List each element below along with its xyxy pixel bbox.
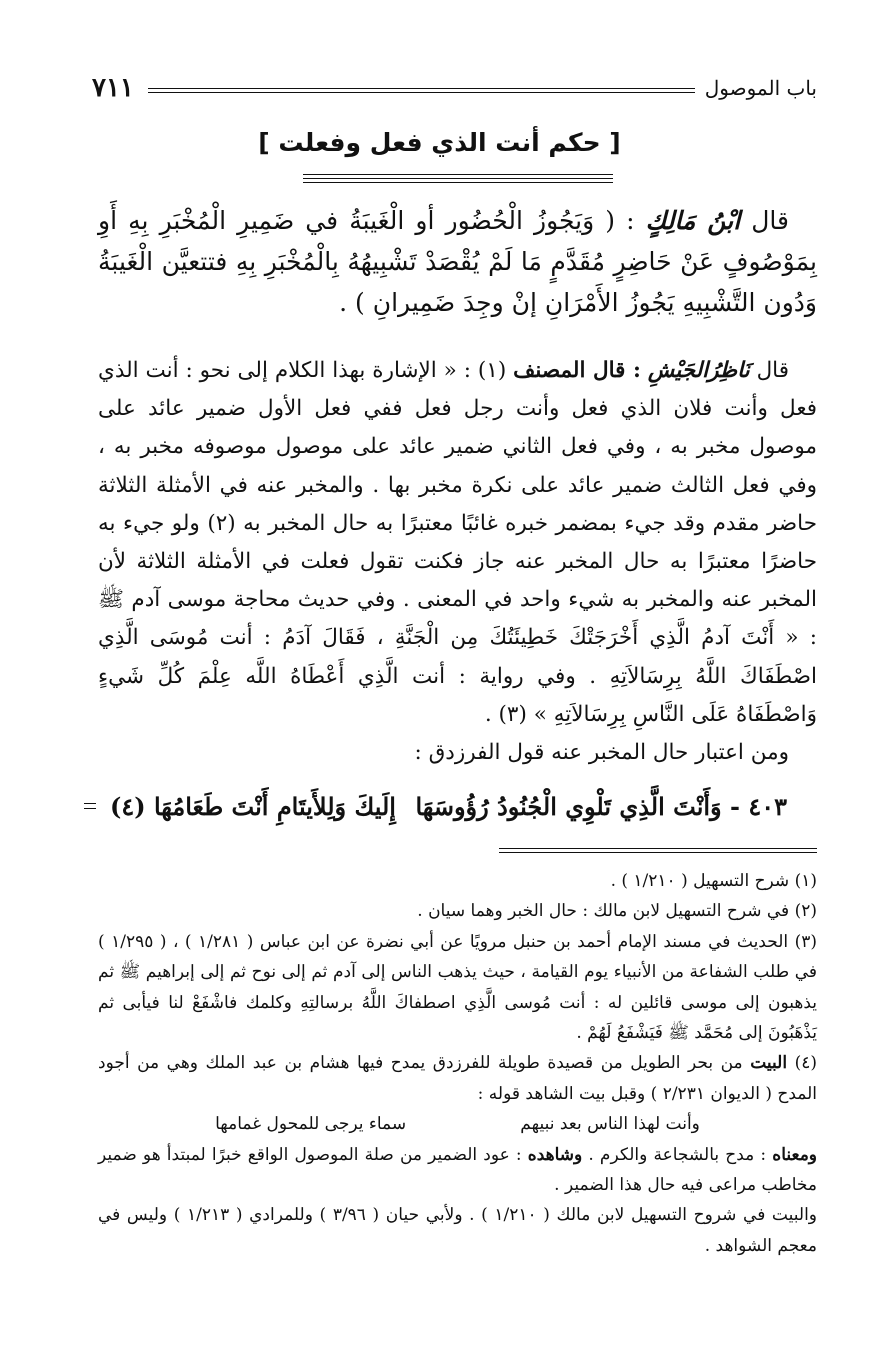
meaning-text: : مدح بالشجاعة والكرم . bbox=[588, 1144, 767, 1165]
verse-number: ٤٠٣ - bbox=[730, 791, 787, 821]
footnote-ref-3[interactable]: (٣) bbox=[498, 701, 527, 727]
sharh-text-cont: ولو جيء به حاضرًا معتبرًا به حال المخبر عنه جاز فكنت تقول فعلت في الأمثلة الثلاثة لأن المخبر عنه والمخبر به شيء واحد في المعنى . وفي حديث محاجة موسى آدم ﷺ : « أَنْتَ آدمُ الَّذِي أَخْرَجَتْكَ خَطِيئَتُكَ مِن الْجَنَّةِ ، فَقَالَ آدَمُ : أنت مُوسَى الَّذِي اصْطَفَاكَ اللَّهُ بِرِسَالاَتِهِ . وفي رواية : أنت الَّذِي أَعْطَاهُ اللَّه عِلْمَ كُلِّ شَيءٍ وَاصْطَفَاهُ عَلَى النَّاسِ بِرِسَالاَتِهِ » bbox=[98, 510, 817, 727]
page-number: ٧١١ bbox=[92, 73, 134, 103]
sharh-paragraph-2: ومن اعتبار حال المخبر عنه قول الفرزدق : bbox=[414, 740, 789, 766]
continuation-mark bbox=[84, 803, 96, 809]
footnote-ref-1[interactable]: (١) bbox=[477, 358, 507, 383]
footnote-4-text: من بحر الطويل من قصيدة طويلة للفرزدق يمدح فيها هشام بن عبد الملك وهي من أجود المدح ( الديوان ٢/٢٣١ ) وقبل بيت الشاهد قوله : bbox=[98, 1053, 817, 1104]
sharh-text: : « الإشارة بهذا الكلام إلى نحو : أنت الذي فعل وأنت فلان الذي فعل وأنت رجل فعل ففي فعل الأول ضمير عائد على موصول مخبر به ، وفي فعل الثاني ضمير عائد على موصول موصوفه مخبر به ، وفي فعل الثالث ضمير عائد على نكرة مخبر بها . والمخبر عنه في الأمثلة الثلاثة حاضر مقدم وقد جيء بمضمر خبره غائبًا معتبرًا به حال المخبر به bbox=[98, 358, 817, 536]
matn-author: ابْنُ مَالِكٍ bbox=[645, 206, 741, 235]
matn-speaker: قال bbox=[751, 206, 789, 235]
running-header bbox=[92, 70, 817, 106]
footnote-verse-a: وأنت لهذا الناس بعد نبيهم bbox=[520, 1114, 700, 1135]
footnote-2: (٢) في شرح التسهيل لابن مالك : حال الخبر وهما سيان . bbox=[417, 901, 817, 922]
sharh-paragraph bbox=[98, 352, 817, 734]
footnote-ref-2[interactable]: (٢) bbox=[207, 510, 236, 536]
footnote-verse-b: سماء يرجى للمحول غمامها bbox=[215, 1114, 407, 1135]
section-heading: [ حكم أنت الذي فعل وفعلت ] bbox=[258, 128, 621, 157]
matn-paragraph bbox=[98, 200, 817, 323]
footnotes bbox=[98, 866, 817, 1261]
sharh-speaker: قال bbox=[756, 358, 790, 383]
poetry-verse bbox=[110, 784, 787, 828]
section-heading-rules bbox=[303, 174, 613, 186]
matn-text: : ( وَيَجُوزُ الْحُضُور أو الْغَيبَةُ في ضَمِيرِ الْمُخْبَرِ بِهِ أَوِ بِمَوْصُوفٍ عَنْ حَاضِرٍ مُقَدَّمٍ مَا لَمْ يُقْصَدْ تَشْبِيهُهُ بِالْمُخْبَرِ بِهِ فتتعيَّن الْغَيبَةُ وَدُون التَّشْبِيهِ يَجُوزُ الأَمْرَانِ إنْ وجِدَ ضَمِيرانِ ) . bbox=[98, 206, 817, 317]
meaning-label: ومعناه bbox=[772, 1144, 818, 1165]
sharh-text-end: . bbox=[484, 701, 492, 727]
footnote-4-label: البيت bbox=[750, 1053, 788, 1074]
footnote-4 bbox=[98, 1048, 817, 1109]
footnote-rule bbox=[499, 848, 817, 856]
sharh-author: نَاظِرُالجَيْشِ bbox=[647, 358, 750, 383]
sharh-label: : قال المصنف bbox=[513, 358, 641, 383]
footnote-meaning bbox=[98, 1140, 817, 1201]
verse-first-half-text: وَأَنْتَ الَّذِي تَلْوِي الْجُنُودُ رُؤُوسَهَا bbox=[415, 791, 722, 821]
footnote-1: (١) شرح التسهيل ( ١/٢١٠ ) . bbox=[610, 871, 817, 891]
verse-first-half bbox=[415, 792, 787, 821]
chapter-title: باب الموصول bbox=[704, 76, 817, 100]
footnote-4-number: (٤) bbox=[794, 1053, 818, 1074]
header-rule bbox=[148, 88, 695, 93]
footnote-verse bbox=[98, 1109, 817, 1139]
footnote-ref-4[interactable]: (٤) bbox=[110, 791, 146, 821]
footnote-final: والبيت في شروح التسهيل لابن مالك ( ١/٢١٠ ) . ولأبي حيان ( ٣/٩٦ ) وللمرادي ( ١/٢١٣ ) وليس في معجم الشواهد . bbox=[98, 1205, 818, 1256]
shahid-text: : عود الضمير من صلة الموصول الواقع خبرًا لمبتدأ هو ضمير مخاطب مراعى فيه حال هذا الضمير . bbox=[98, 1144, 817, 1196]
verse-second-half-text: إِلَيكَ وَلِلأَيتَامِ أَنْتَ طَعَامُهَا bbox=[153, 791, 396, 821]
sharh-section bbox=[98, 352, 817, 772]
shahid-label: وشاهده bbox=[527, 1144, 583, 1165]
footnote-3: (٣) الحديث في مسند الإمام أحمد بن حنبل مرويًا عن أبي نضرة عن ابن عباس ( ١/٢٨١ ) ، ( ١/٢٩٥ ) في طلب الشفاعة من الأنبياء يوم القيامة ، حيث يذهب الناس إلى آدم ثم إلى نوح ثم إلى إبراهيم ﷺ ثم يذهبون إلى موسى قائلين له : أنت مُوسى الَّذِي اصطفاكَ اللَّهُ برسالتِهِ وكلمك فاشْفَعْ لنا فيأبى ثم يَذْهَبُونَ إلى مُحَمَّد ﷺ فَيَشْفَعُ لَهُمْ . bbox=[98, 931, 817, 1044]
verse-second-half bbox=[110, 792, 396, 821]
